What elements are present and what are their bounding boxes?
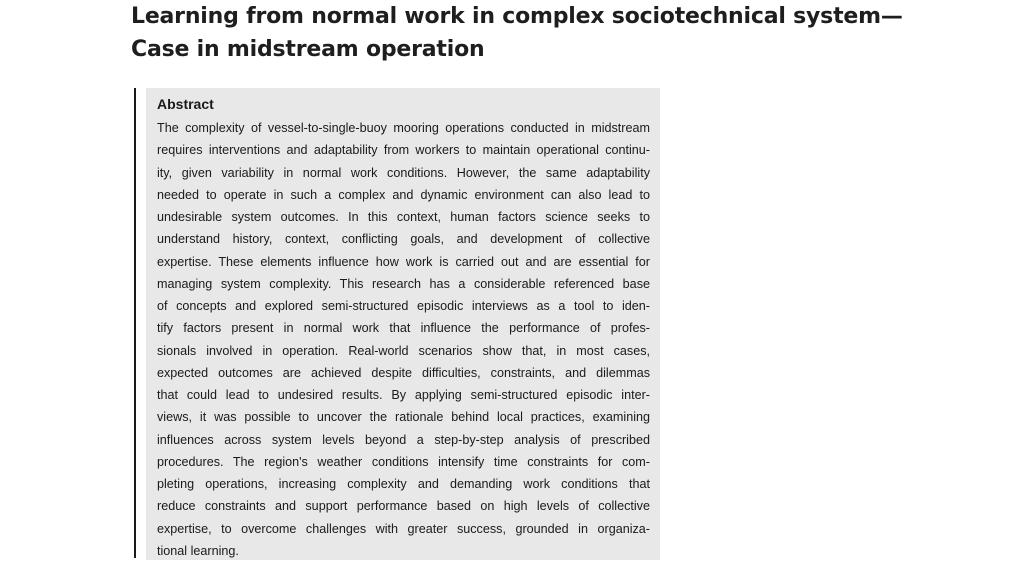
abstract-line: managing system complexity. This research has a considerable referenced base <box>157 276 650 291</box>
abstract-line: views, it was possible to uncover the rationale behind local practices, examining <box>157 410 650 425</box>
paper-title <box>131 0 911 66</box>
abstract-left-rule <box>134 88 136 558</box>
abstract-line: expected outcomes are achieved despite difficulties, constraints, and dilemmas <box>157 365 650 380</box>
abstract-line: ity, given variability in normal work conditions. However, the same adaptability <box>157 165 650 180</box>
abstract-line: pleting operations, increasing complexity and demanding work conditions that <box>157 477 650 491</box>
abstract-line: that could lead to undesired results. By applying semi-structured episodic inter- <box>157 388 650 402</box>
abstract-line: The complexity of vessel-to-single-buoy mooring operations conducted in midstream <box>157 121 650 135</box>
abstract-line: influences across system levels beyond a step-by-step analysis of prescribed <box>157 432 650 447</box>
abstract-line: requires interventions and adaptability from workers to maintain operational continu- <box>157 143 650 158</box>
abstract-line: undesirable system outcomes. In this context, human factors science seeks to <box>157 210 650 224</box>
paper-title-line-2: Case in midstream operation <box>131 37 485 62</box>
abstract-line: understand history, context, conflicting goals, and development of collective <box>157 232 650 247</box>
abstract-line: of concepts and explored semi-structured episodic interviews as a tool to iden- <box>157 299 650 313</box>
paper-title-line-1: Learning from normal work in complex sociotechnical system— <box>131 4 903 29</box>
abstract-line: procedures. The region's weather conditions intensify time constraints for com- <box>157 454 650 469</box>
abstract-line: expertise, to overcome challenges with greater success, grounded in organiza- <box>157 521 650 536</box>
abstract-body <box>157 117 650 562</box>
abstract-line: expertise. These elements influence how work is carried out and are essential for <box>157 254 650 269</box>
abstract-line: reduce constraints and support performance based on high levels of collective <box>157 499 650 514</box>
abstract-line: tional learning. <box>157 543 239 558</box>
abstract-line: sionals involved in operation. Real-world scenarios show that, in most cases, <box>157 343 650 358</box>
abstract-line: needed to operate in such a complex and dynamic environment can also lead to <box>157 187 650 202</box>
abstract-line: tify factors present in normal work that influence the performance of profes- <box>157 321 650 336</box>
abstract-heading: Abstract <box>157 96 214 112</box>
